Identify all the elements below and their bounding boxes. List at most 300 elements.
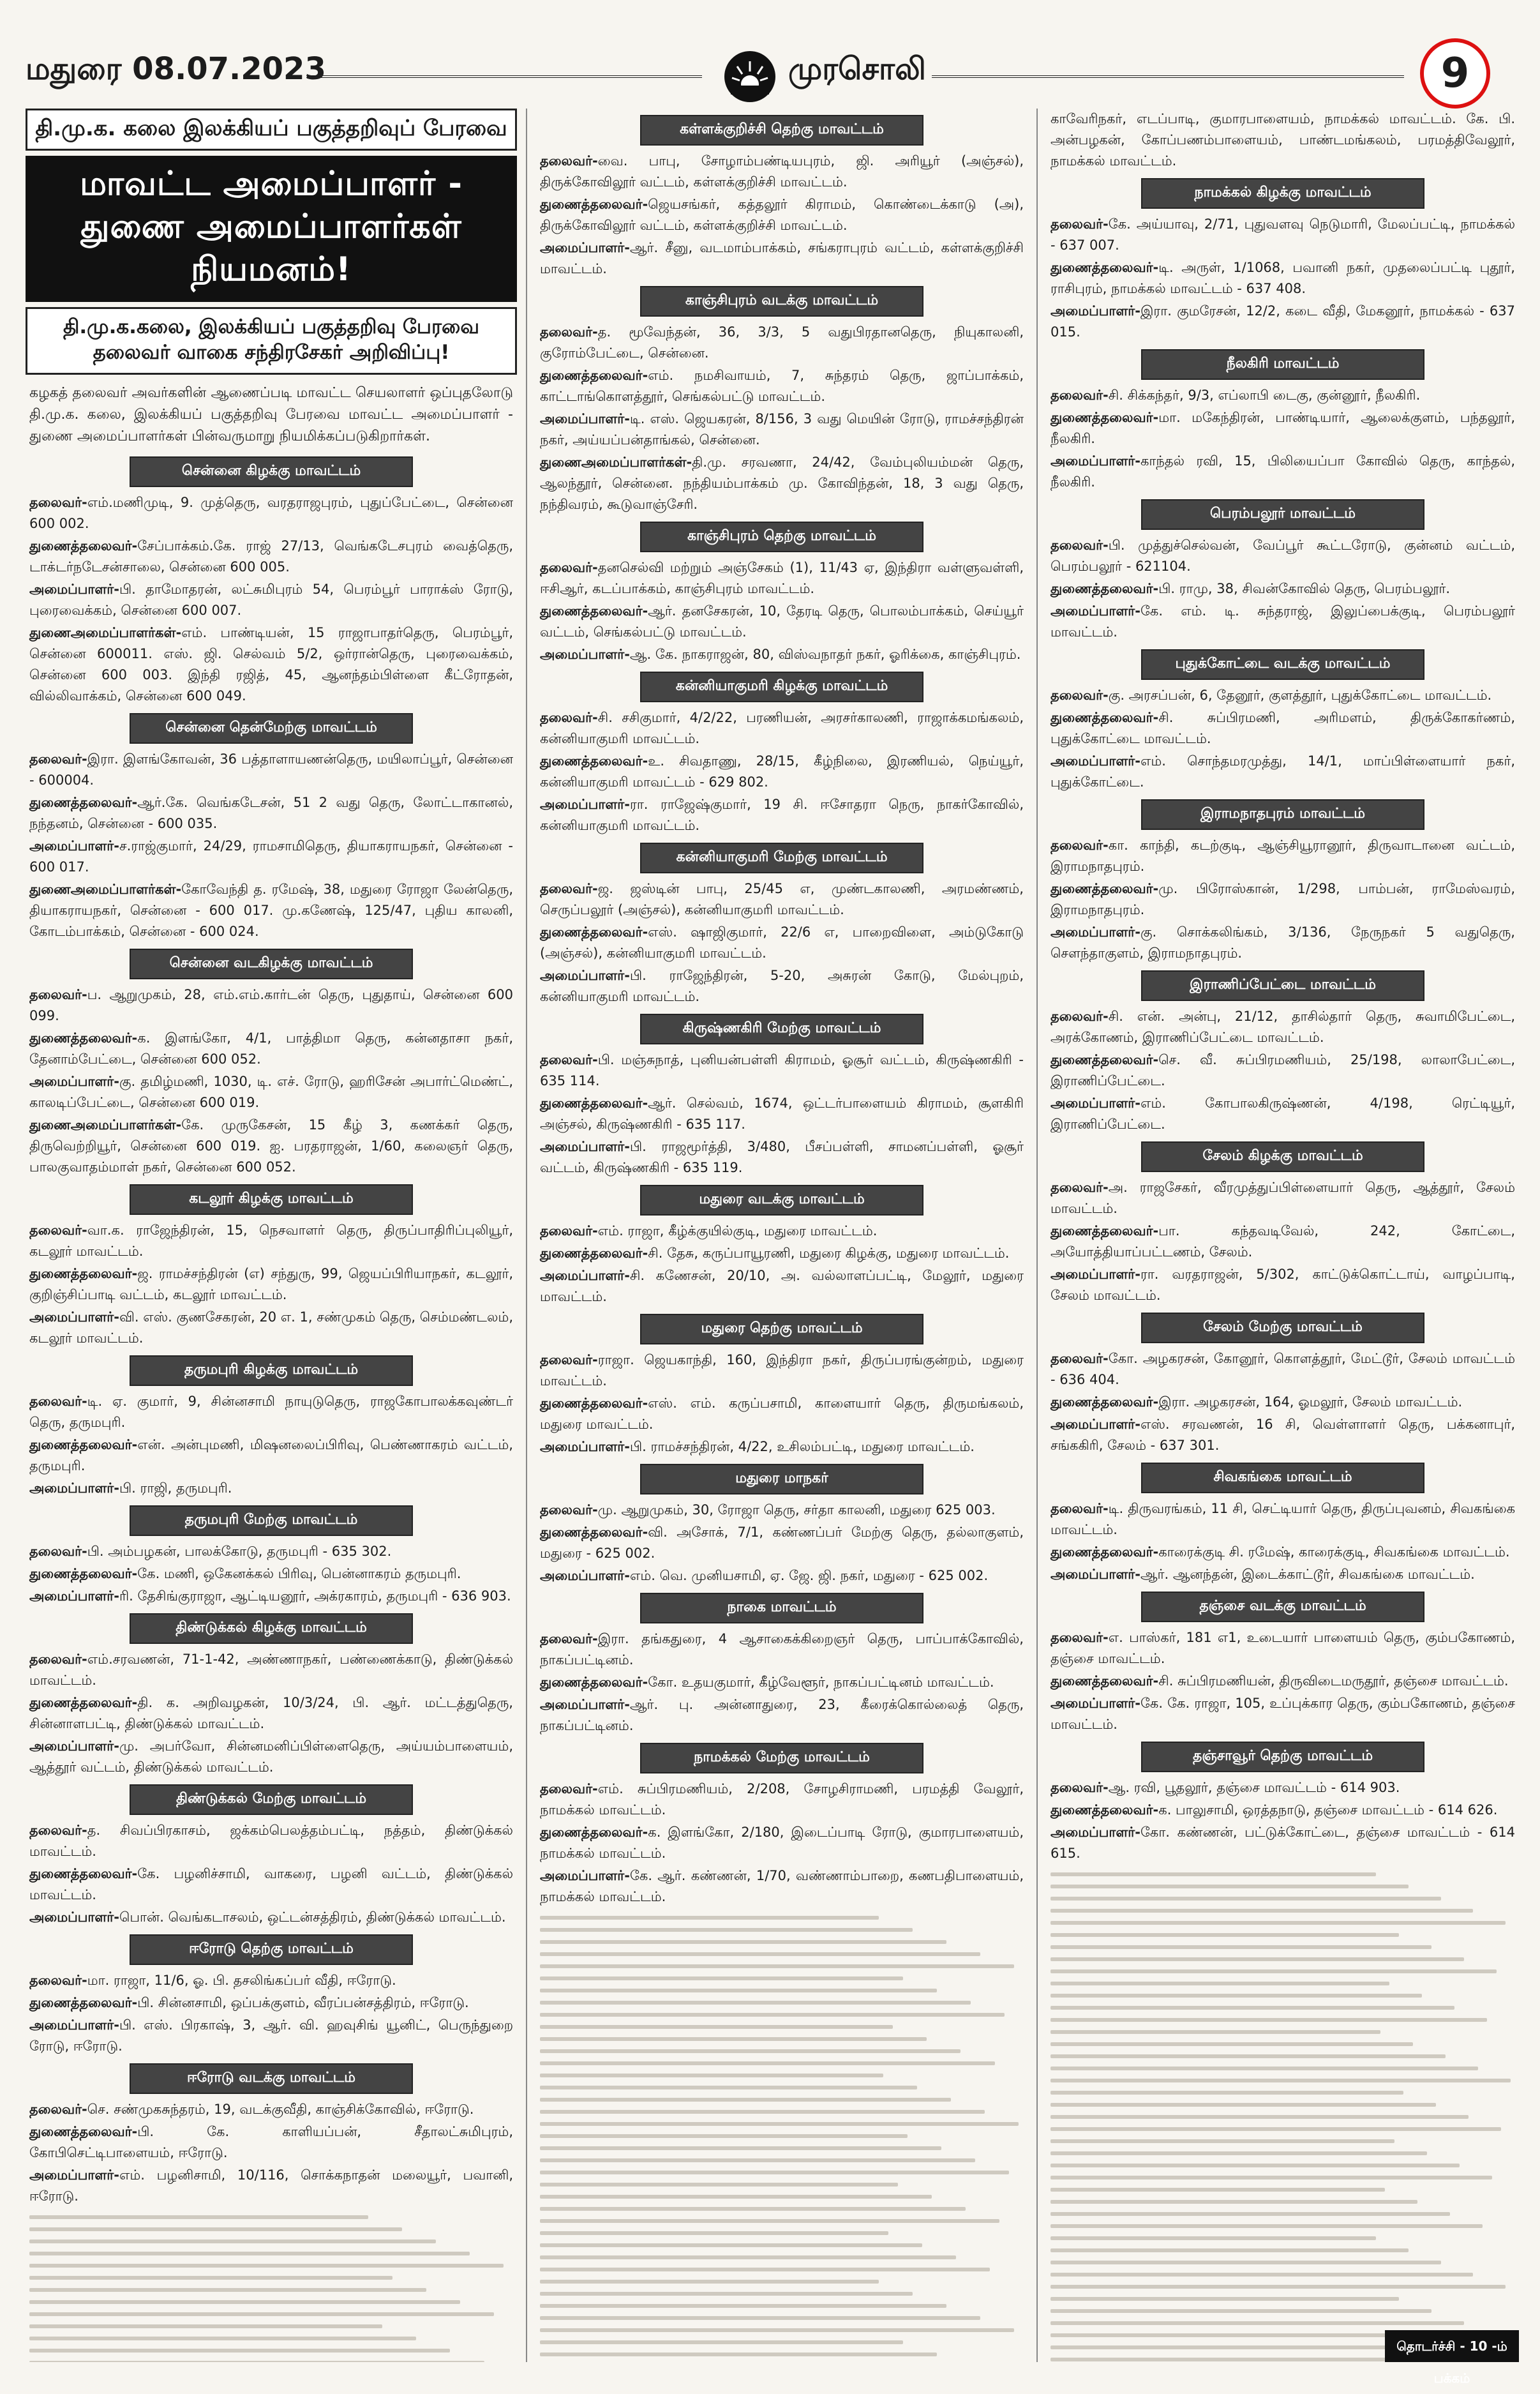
appointee-details: ஜ. ஜஸ்டின் பாபு, 25/45 எ, முண்டகாலணி, அரமண்ணம், செருப்பலூர் (அஞ்சல்), கன்னியாகுமரி மாவட்டம்.: [540, 881, 1024, 917]
role-label: அமைப்பாளர்-: [540, 1268, 630, 1283]
appointee-details: ரா. ராஜேஷ்குமார், 19 சி. ஈசோதரா நெரு, நாகர்கோவில், கன்னியாகுமரி மாவட்டம்.: [540, 797, 1024, 833]
appointee-details: எம். நமசிவாயம், 7, சுந்தரம் தெரு, ஜாப்பாக்கம், காட்டாங்கொளத்தூர், செங்கல்பட்டு மாவட்டம்.: [540, 368, 1024, 404]
role-label: துணைத்தலைவர்-: [1050, 881, 1159, 896]
appointee-entry: [1050, 751, 1515, 793]
appointee-entry: [540, 1136, 1024, 1178]
district-heading: நாமக்கல் கிழக்கு மாவட்டம்: [1141, 178, 1424, 209]
text-filler: [1050, 1872, 1515, 2362]
appointee-entry: [540, 1393, 1024, 1435]
role-label: தலைவர்-: [1050, 388, 1109, 403]
role-label: அமைப்பாளர்-: [29, 838, 119, 854]
district-heading: சிவகங்கை மாவட்டம்: [1141, 1463, 1424, 1493]
appointee-entry: [29, 2099, 513, 2120]
role-label: தலைவர்-: [1050, 1351, 1109, 1366]
appointee-entry: [540, 1565, 1024, 1586]
appointee-entry: [1050, 1777, 1515, 1798]
masthead-rule-right: [932, 75, 1404, 78]
district-heading: இராணிப்பேட்டை மாவட்டம்: [1141, 970, 1424, 1001]
appointee-details: டி. அருள், 1/1068, பவானி நகர், முதலைப்பட்டி புதூர், ராசிபுரம், நாமக்கல் மாவட்டம் - 637 408.: [1050, 260, 1515, 296]
role-label: துணைத்தலைவர்-: [29, 1695, 138, 1710]
appointee-details: காந்தல் ரவி, 15, பிலியைப்பா கோவில் தெரு, காந்தல், நீலகிரி.: [1050, 453, 1515, 490]
role-label: தலைவர்-: [29, 1394, 87, 1409]
appointee-details: ஆர். சீனு, வடமாம்பாக்கம், சங்கராபுரம் வட்டம், கள்ளக்குறிச்சி மாவட்டம்.: [540, 240, 1024, 276]
role-label: துணைத்தலைவர்-: [1050, 1052, 1159, 1067]
appointee-details: சி. சிக்கந்தர், 9/3, எப்லாபி டைகு, குன்னூர், நீலகிரி.: [1108, 388, 1421, 403]
district-heading: நாமக்கல் மேற்கு மாவட்டம்: [640, 1743, 923, 1773]
column-1: [26, 109, 517, 2362]
appointee-entry: [1050, 707, 1515, 749]
text-filler: [29, 2215, 513, 2362]
district-heading: மதுரை தெற்கு மாவட்டம்: [640, 1314, 923, 1344]
appointee-details: க. இளங்கோ, 2/180, இடைப்பாடி ரோடு, குமாரபாளையம், நாமக்கல் மாவட்டம்.: [540, 1825, 1024, 1861]
appointee-details: த. சிவப்பிரகாசம், ஜக்கம்பெலத்தம்பட்டி, நத்தம், திண்டுக்கல் மாவட்டம்.: [29, 1823, 513, 1859]
appointee-details: பி. சின்னசாமி, ஒப்பக்குளம், வீரப்பன்சத்திரம், ஈரோடு.: [137, 1995, 469, 2010]
appointee-details: பி. முத்துச்செல்வன், வேப்பூர் கூட்டரோடு, குன்னம் வட்டம், பெரம்பலூர் - 621104.: [1050, 538, 1515, 574]
appointee-entry: [29, 536, 513, 578]
appointee-entry: [29, 984, 513, 1027]
role-label: தலைவர்-: [29, 1973, 87, 1988]
role-label: துணைத்தலைவர்-: [1050, 1394, 1159, 1410]
appointee-details: வி. எஸ். குணசேகரன், 20 எ. 1, சண்முகம் தெரு, செம்மண்டலம், கடலூர் மாவட்டம்.: [29, 1309, 513, 1346]
role-label: துணைத்தலைவர்-: [1050, 410, 1159, 425]
appointee-entry: [540, 1629, 1024, 1671]
role-label: துணைத்தலைவர்-: [540, 753, 648, 769]
district-heading: நாகை மாவட்டம்: [640, 1593, 923, 1623]
appointee-entry: [540, 557, 1024, 599]
appointee-entry: [29, 1820, 513, 1862]
role-label: அமைப்பாளர்-: [1050, 303, 1140, 319]
role-label: அமைப்பாளர்-: [540, 968, 630, 983]
appointee-details: பி. ராமச்சந்திரன், 4/22, உசிலம்பட்டி, மதுரை மாவட்டம்.: [629, 1439, 975, 1454]
role-label: அமைப்பாளர்-: [1050, 603, 1140, 619]
appointee-details: எம். ராஜா, கீழ்க்குயில்குடி, மதுரை மாவட்டம்.: [597, 1223, 878, 1238]
appointee-details: ஆர். பு. அன்னாதுரை, 23, கீரைக்கொல்லைத் தெரு, நாகப்பட்டினம்.: [540, 1697, 1024, 1733]
role-label: தலைவர்-: [1050, 688, 1109, 703]
appointee-details: கே. மணி, ஒகேனக்கல் பிரிவு, பென்னாகரம் தருமபுரி.: [137, 1566, 461, 1581]
role-label: துணைஅமைப்பாளர்கள்-: [540, 455, 692, 470]
appointee-details: ஆர். ஆனந்தன், இடைக்காட்டூர், சிவகங்கை மாவட்டம்.: [1140, 1567, 1475, 1582]
appointee-details: ஜெயசங்கர், கத்தலூர் கிராமம், கொண்டைக்காடு (அ), திருக்கோவிலூர் வட்டம், கள்ளக்குறிச்சி மாவட்டம்.: [540, 197, 1024, 233]
appointee-entry: [1050, 1498, 1515, 1540]
appointee-entry: [540, 365, 1024, 407]
role-label: துணைத்தலைவர்-: [540, 924, 648, 940]
role-label: அமைப்பாளர்-: [540, 1439, 630, 1454]
appointee-details: எம்.சரவணன், 71-1-42, அண்ணாநகர், பண்ணைக்காடு, திண்டுக்கல் மாவட்டம்.: [29, 1652, 513, 1688]
appointee-details: கே. கே. ராஜா, 105, உப்புக்கார தெரு, கும்பகோணம், தஞ்சை மாவட்டம்.: [1050, 1696, 1515, 1732]
appointee-details: பி. ராமு, 38, சிவன்கோவில் தெரு, பெரம்பலூர்.: [1158, 581, 1451, 596]
role-label: தலைவர்-: [29, 987, 87, 1002]
appointee-entry: [540, 922, 1024, 964]
district-heading: கன்னியாகுமரி மேற்கு மாவட்டம்: [640, 843, 923, 873]
district-heading: பெரம்பலூர் மாவட்டம்: [1141, 499, 1424, 530]
role-label: துணைத்தலைவர்-: [1050, 1544, 1159, 1560]
appointee-details: பி. மஞ்சுநாத், புனியன்பள்ளி கிராமம், ஓசூர் வட்டம், கிருஷ்ணகிரி - 635 114.: [540, 1052, 1024, 1088]
appointee-entry: [1050, 214, 1515, 256]
role-label: தலைவர்-: [540, 1631, 598, 1646]
role-label: அமைப்பாளர்-: [1050, 1095, 1140, 1111]
appointee-entry: [29, 2165, 513, 2207]
appointee-entry: [29, 792, 513, 834]
appointee-details: இரா. அழகரசன், 164, ஓமலூர், சேலம் மாவட்டம்.: [1158, 1394, 1463, 1410]
appointee-entry: [29, 2121, 513, 2164]
appointee-entry: [1050, 1348, 1515, 1390]
district-heading: திண்டுக்கல் கிழக்கு மாவட்டம்: [130, 1613, 413, 1644]
column-3: [1047, 109, 1519, 2362]
appointee-details: காவேரிநகர், எடப்பாடி, குமாரபாளையம், நாமக்கல் மாவட்டம். கே. பி. அன்பழகன், கோப்பணம்பாளையம், பாண்டமங்கலம், பரமத்திவேலூர், நாமக்கல் மாவட்டம்.: [1050, 111, 1515, 169]
appointee-entry: [29, 1263, 513, 1306]
district-list: [26, 456, 517, 2362]
district-heading: கள்ளக்குறிச்சி தெற்கு மாவட்டம்: [640, 115, 923, 146]
appointee-entry: [1050, 835, 1515, 877]
appointee-details: கோவேந்தி த. ரமேஷ், 38, மதுரை ரோஜா லேன்தெரு, தியாகராயநகர், சென்னை - 600 017. மு.கணேஷ், 125/47, புதிய காலனி, கோடம்பாக்கம், சென்னை - 600 024.: [29, 882, 513, 939]
role-label: தலைவர்-: [1050, 216, 1109, 232]
continued-on-page-10: தொடர்ச்சி - 10 -ம் பக்கம்: [1385, 2330, 1519, 2362]
appointee-details: சி. கணேசன், 20/10, அ. வல்லாளப்பட்டி, மேலூர், மதுரை மாவட்டம்.: [540, 1268, 1024, 1304]
role-label: துணைஅமைப்பாளர்கள்-: [29, 1117, 182, 1133]
appointee-entry: [29, 836, 513, 878]
district-heading: காஞ்சிபுரம் வடக்கு மாவட்டம்: [640, 286, 923, 317]
appointee-entry: [540, 1672, 1024, 1693]
role-label: தலைவர்-: [540, 560, 598, 575]
appointee-entry: [1050, 1671, 1515, 1692]
text-filler: [540, 1916, 1024, 2362]
role-label: அமைப்பாளர்-: [540, 1697, 630, 1712]
district-heading: மதுரை வடக்கு மாவட்டம்: [640, 1185, 923, 1216]
appointee-entry: [1050, 578, 1515, 599]
appointee-details: காரைக்குடி சி. ரமேஷ், காரைக்குடி, சிவகங்கை மாவட்டம்.: [1158, 1544, 1510, 1560]
appointee-details: க. இளங்கோ, 4/1, பாத்திமா தெரு, கன்னதாசா நகர், தேனாம்பேட்டை, சென்னை 600 052.: [29, 1030, 513, 1067]
appointee-details: கோ. அழகரசன், கோனூர், கொளத்தூர், மேட்டூர், சேலம் மாவட்டம் - 636 404.: [1050, 1351, 1515, 1387]
role-label: துணைத்தலைவர்-: [29, 1995, 138, 2010]
role-label: அமைப்பாளர்-: [1050, 1267, 1140, 1282]
appointee-entry: [1050, 1177, 1515, 1219]
masthead-rule-left: [306, 75, 702, 78]
role-label: அமைப்பாளர்-: [29, 2167, 119, 2183]
appointee-details: இரா. தங்கதுரை, 4 ஆசாகைக்கிறைஞர் தெரு, பாப்பாக்கோவில், நாகப்பட்டினம்.: [540, 1631, 1024, 1668]
appointee-details: சேப்பாக்கம்.கே. ராஜ் 27/13, வெங்கடேசபுரம் வைத்தெரு, டாக்டர்நடேசன்சாலை, சென்னை 600 005.: [29, 538, 513, 575]
appointee-details: எம்.மணிமுடி, 9. முத்தெரு, வரதராஜபுரம், புதுப்பேட்டை, சென்னை 600 002.: [29, 495, 513, 531]
district-heading: தருமபுரி கிழக்கு மாவட்டம்: [130, 1355, 413, 1386]
appointee-entry: [29, 1391, 513, 1433]
district-heading: சென்னை வடகிழக்கு மாவட்டம்: [130, 949, 413, 979]
role-label: அமைப்பாளர்-: [1050, 1825, 1140, 1840]
appointee-details: அ. ராஜசேகர், வீரமுத்துப்பிள்ளையார் தெரு, ஆத்தூர், சேலம் மாவட்டம்.: [1050, 1180, 1515, 1216]
appointee-details: கா. காந்தி, கடற்குடி, ஆஞ்சியூரானூர், திருவாடானை வட்டம், இராமநாதபுரம்.: [1050, 838, 1515, 874]
appointee-details: த. மூவேந்தன், 36, 3/3, 5 வதுபிரதானதெரு, நியுகாலனி, குரோம்பேட்டை, சென்னை.: [540, 324, 1024, 361]
appointee-details: எம். வெ. முனியசாமி, ஏ. ஜே. ஜி. நகர், மதுரை - 625 002.: [629, 1568, 989, 1583]
role-label: அமைப்பாளர்-: [1050, 753, 1140, 769]
appointee-details: பி. ராஜி, தருமபுரி.: [119, 1480, 232, 1496]
role-label: அமைப்பாளர்-: [29, 1480, 119, 1496]
district-heading: புதுக்கோட்டை வடக்கு மாவட்டம்: [1141, 649, 1424, 680]
appointee-details: எஸ். ஷாஜிகுமார், 22/6 எ, பாறைவிளை, அம்டுகோடு (அஞ்சல்), கன்னியாகுமரி மாவட்டம்.: [540, 924, 1024, 961]
appointee-entry: [29, 1434, 513, 1477]
appointee-entry: [29, 1586, 513, 1607]
district-heading: கிருஷ்ணகிரி மேற்கு மாவட்டம்: [640, 1014, 923, 1044]
role-label: அமைப்பாளர்-: [540, 647, 630, 662]
district-heading: இராமநாதபுரம் மாவட்டம்: [1141, 799, 1424, 830]
appointee-entry: [540, 1265, 1024, 1307]
district-heading: சேலம் மேற்கு மாவட்டம்: [1141, 1313, 1424, 1343]
appointee-entry: [29, 749, 513, 791]
role-label: அமைப்பாளர்-: [29, 2017, 119, 2033]
role-label: தலைவர்-: [29, 2102, 87, 2117]
appointee-details: பி. ராஜேந்திரன், 5-20, அசுரன் கோடு, மேல்புறம், கன்னியாகுமரி மாவட்டம்.: [540, 968, 1024, 1004]
appointee-details: பி. அம்பழகன், பாலக்கோடு, தருமபுரி - 635 302.: [87, 1544, 392, 1559]
appointee-entry: [1050, 407, 1515, 449]
appointee-entry: [1050, 1627, 1515, 1669]
appointee-entry: [1050, 1800, 1515, 1821]
appointee-entry: [540, 1093, 1024, 1135]
role-label: தலைவர்-: [1050, 838, 1109, 853]
appointee-entry: [29, 1563, 513, 1585]
appointee-details: மு. ஆறுமுகம், 30, ரோஜா தெரு, சர்தா காலனி, மதுரை 625 003.: [597, 1502, 996, 1517]
appointee-details: பா. கந்தவடிவேல், 242, கோட்டை, அயோத்தியாப்பட்டணம், சேலம்.: [1050, 1223, 1515, 1260]
appointee-entry: [1050, 385, 1515, 406]
appointee-entry: [540, 322, 1024, 364]
appointee-details: தி.மு. சரவணா, 24/42, வேம்புலியம்மன் தெரு, ஆலந்தூர், சென்னை. நந்தியம்பாக்கம் மு. கோவிந்தன், 18, 3 வது தெரு, நந்திவரம், கூடுவாஞ்சேரி.: [540, 455, 1024, 512]
appointee-details: கு. சொக்கலிங்கம், 3/136, நேருநகர் 5 வதுதெரு, சௌந்தாகுளம், இராமநாதபுரம்.: [1050, 924, 1515, 961]
role-label: அமைப்பாளர்-: [29, 1309, 119, 1325]
district-heading: சேலம் கிழக்கு மாவட்டம்: [1141, 1141, 1424, 1172]
article-intro: கழகத் தலைவர் அவர்களின் ஆணைப்படி மாவட்ட செயலாளர் ஒப்புதலோடு தி.மு.க. கலை, இலக்கியப் பகுத்தறிவு பேரவை மாவட்ட அமைப்பாளர் - துணை அமைப்பாளர்கள் பின்வருமாறு நியமிக்கப்படுகிறார்கள்.: [29, 385, 513, 444]
location-date: மதுரை 08.07.2023: [26, 51, 326, 87]
role-label: தலைவர்-: [540, 710, 598, 725]
role-label: தலைவர்-: [29, 1544, 87, 1559]
district-heading: கன்னியாகுமரி கிழக்கு மாவட்டம்: [640, 672, 923, 702]
appointee-entry: [540, 452, 1024, 515]
role-label: துணைத்தலைவர்-: [540, 368, 648, 383]
article-kicker: தி.மு.க. கலை இலக்கியப் பகுத்தறிவுப் பேரவை: [26, 109, 517, 151]
appointee-entry: [1050, 1822, 1515, 1864]
appointee-details: கு. அரசப்பன், 6, தேனூர், குளத்தூர், புதுக்கோட்டை மாவட்டம்.: [1108, 688, 1492, 703]
appointee-details: எம். சுப்பிரமணியம், 2/208, சோழசிராமணி, பரமத்தி வேலூர், நாமக்கல் மாவட்டம்.: [540, 1781, 1024, 1818]
role-label: தலைவர்-: [540, 1223, 598, 1238]
appointee-entry: [1050, 1542, 1515, 1563]
role-label: தலைவர்-: [1050, 1630, 1109, 1645]
appointee-entry: [1050, 922, 1515, 964]
page-number-badge: 9: [1420, 38, 1490, 109]
role-label: துணைத்தலைவர்-: [1050, 1802, 1159, 1818]
appointee-entry: [29, 1028, 513, 1070]
appointee-entry: [1050, 109, 1515, 172]
appointee-details: வா.க. ராஜேந்திரன், 15, நெசவாளர் தெரு, திருப்பாதிரிப்புலியூர், கடலூர் மாவட்டம்.: [29, 1223, 513, 1259]
appointee-entry: [540, 1522, 1024, 1564]
role-label: அமைப்பாளர்-: [1050, 1417, 1140, 1432]
role-label: தலைவர்-: [29, 1652, 87, 1667]
appointee-entry: [29, 622, 513, 707]
article-headline: மாவட்ட அமைப்பாளர் - துணை அமைப்பாளர்கள் நியமனம்!: [26, 156, 517, 302]
district-heading: ஈரோடு தெற்கு மாவட்டம்: [130, 1934, 413, 1965]
appointee-details: மா. ராஜா, 11/6, ஓ. பி. தசலிங்கப்பர் வீதி, ஈரோடு.: [87, 1973, 396, 1988]
appointee-entry: [540, 878, 1024, 921]
rising-sun-icon: [731, 59, 769, 94]
column-divider: [526, 109, 527, 2362]
role-label: துணைத்தலைவர்-: [1050, 1223, 1159, 1238]
appointee-details: கே. எம். டி. சுந்தராஜ், இலுப்பைக்குடி, பெரம்பலூர் மாவட்டம்.: [1050, 603, 1515, 640]
district-heading: ஈரோடு வடக்கு மாவட்டம்: [130, 2063, 413, 2094]
appointee-entry: [540, 1350, 1024, 1392]
role-label: தலைவர்-: [1050, 1780, 1109, 1795]
appointee-details: இரா. குமரேசன், 12/2, கடை வீதி, மேகனூர், நாமக்கல் - 637 015.: [1050, 303, 1515, 340]
role-label: துணைத்தலைவர்-: [29, 1266, 138, 1281]
appointee-details: எம். பழனிசாமி, 10/116, சொக்கநாதன் மலையூர், பவானி, ஈரோடு.: [29, 2167, 513, 2204]
appointee-details: ப. ஆறுமுகம், 28, எம்.எம்.கார்டன் தெரு, புதுதாய், சென்னை 600 099.: [29, 987, 513, 1023]
role-label: துணைத்தலைவர்-: [1050, 260, 1159, 275]
appointee-entry: [540, 965, 1024, 1007]
role-label: அமைப்பாளர்-: [1050, 1696, 1140, 1711]
appointee-details: வி. அசோக், 7/1, கண்ணப்பர் மேற்கு தெரு, தல்லாகுளம், மதுரை - 625 002.: [540, 1524, 1024, 1561]
appointee-entry: [29, 492, 513, 534]
appointee-entry: [540, 1221, 1024, 1242]
appointee-entry: [1050, 1414, 1515, 1456]
appointee-entry: [29, 1736, 513, 1778]
appointee-entry: [540, 1822, 1024, 1864]
district-heading: தஞ்சாவூர் தெற்கு மாவட்டம்: [1141, 1742, 1424, 1772]
appointee-details: க. பாலுசாமி, ஒரத்தநாடு, தஞ்சை மாவட்டம் - 614 626.: [1158, 1802, 1498, 1818]
appointee-entry: [540, 237, 1024, 280]
appointee-details: கே. அய்யாவு, 2/71, புதுவளவு நெடுமாரி, மேலப்பட்டி, நாமக்கல் - 637 007.: [1050, 216, 1515, 253]
appointee-details: எஸ். எம். கருப்பசாமி, காளையார் தெரு, திருமங்கலம், மதுரை மாவட்டம்.: [540, 1396, 1024, 1432]
appointee-entry: [1050, 1221, 1515, 1263]
appointee-entry: [29, 1907, 513, 1928]
column-divider: [1036, 109, 1038, 2362]
article-subhead: தி.மு.க.கலை, இலக்கியப் பகுத்தறிவு பேரவை தலைவர் வாகை சந்திரசேகர் அறிவிப்பு!: [26, 307, 517, 375]
role-label: தலைவர்-: [29, 495, 87, 510]
role-label: துணைத்தலைவர்-: [540, 1396, 648, 1411]
role-label: அமைப்பாளர்-: [29, 1738, 119, 1754]
appointee-entry: [540, 601, 1024, 643]
appointee-entry: [540, 794, 1024, 836]
appointee-entry: [29, 1478, 513, 1499]
appointee-details: எஸ். சரவணன், 16 சி, வெள்ளாளர் தெரு, பக்கனாபுர், சங்ககிரி, சேலம் - 637 301.: [1050, 1417, 1515, 1453]
column-2: [536, 109, 1028, 2362]
district-list: [1047, 109, 1519, 2362]
appointee-entry: [540, 1050, 1024, 1092]
role-label: துணைத்தலைவர்-: [29, 795, 138, 810]
appointee-entry: [29, 1115, 513, 1178]
appointee-details: ஆர். செல்வம், 1674, ஒட்டர்பாளையம் கிராமம், சூளகிரி அஞ்சல், கிருஷ்ணகிரி - 635 117.: [540, 1095, 1024, 1132]
appointee-details: மா. மகேந்திரன், பாண்டியார், ஆலைக்குளம், பந்தலூர், நீலகிரி.: [1050, 410, 1515, 446]
role-label: அமைப்பாளர்-: [1050, 924, 1140, 940]
rising-sun-logo-icon: [724, 51, 775, 102]
appointee-details: தி. க. அறிவழகன், 10/3/24, பி. ஆர். மட்டத்துதெரு, சின்னாளபட்டி, திண்டுக்கல் மாவட்டம்.: [29, 1695, 513, 1731]
appointee-entry: [540, 1436, 1024, 1457]
appointee-details: ரா. வரதராஜன், 5/302, காட்டுக்கொட்டாய், வாழப்பாடி, சேலம் மாவட்டம்.: [1050, 1267, 1515, 1303]
appointee-details: செ. வீ. சுப்பிரமணியம், 25/198, லாலாபேட்டை, இராணிப்பேட்டை.: [1050, 1052, 1515, 1088]
district-heading: தஞ்சை வடக்கு மாவட்டம்: [1141, 1592, 1424, 1622]
appointee-details: எம். சொந்தமரமுத்து, 14/1, மாப்பிள்ளையார் நகர், புதுக்கோட்டை.: [1050, 753, 1515, 790]
appointee-details: ஜ. ராமச்சந்திரன் (எ) சந்துரு, 99, ஜெயப்பிரியாநகர், கடலூர், குறிஞ்சிப்பாடி வட்டம், கடலூர் மாவட்டம்.: [29, 1266, 513, 1302]
role-label: துணைத்தலைவர்-: [540, 197, 648, 212]
role-label: துணைத்தலைவர்-: [540, 1095, 648, 1111]
role-label: தலைவர்-: [29, 1223, 87, 1238]
appointee-entry: [29, 1307, 513, 1349]
appointee-entry: [1050, 685, 1515, 706]
role-label: துணைத்தலைவர்-: [1050, 581, 1159, 596]
appointee-details: தனசெல்வி மற்றும் அஞ்சேகம் (1), 11/43 ஏ, இந்திரா வள்ளுவள்ளி, ஈசிஆர், கடப்பாக்கம், காஞ்சிபுரம் மாவட்டம்.: [540, 560, 1024, 596]
appointee-entry: [29, 1970, 513, 1991]
role-label: அமைப்பாளர்-: [540, 797, 630, 812]
district-heading: மதுரை மாநகர்: [640, 1464, 923, 1494]
appointee-details: வை. பாபு, சோழாம்பண்டியபுரம், ஜி. அரியூர் (அஞ்சல்), திருக்கோவிலூர் வட்டம், கள்ளக்குறிச்சி மாவட்டம்.: [540, 153, 1024, 190]
appointee-entry: [540, 151, 1024, 193]
appointee-details: ஆர். தனசேகரன், 10, தேரடி தெரு, பொலம்பாக்கம், செய்யூர் வட்டம், செங்கல்பட்டு மாவட்டம்.: [540, 603, 1024, 640]
role-label: தலைவர்-: [540, 1781, 598, 1796]
role-label: அமைப்பாளர்-: [1050, 1567, 1140, 1582]
appointee-entry: [1050, 878, 1515, 921]
district-heading: சென்னை தென்மேற்கு மாவட்டம்: [130, 713, 413, 744]
appointee-entry: [29, 579, 513, 621]
appointee-entry: [540, 1865, 1024, 1908]
appointee-details: ரி. தேசிங்குராஜா, ஆட்டியனூர், அக்ரகாரம், தருமபுரி - 636 903.: [119, 1588, 511, 1604]
appointee-entry: [1050, 601, 1515, 643]
role-label: தலைவர்-: [540, 153, 598, 169]
appointee-details: டி. ஏ. குமார், 9, சின்னசாமி நாயுடுதெரு, ராஜகோபாலக்கவுண்டர் தெரு, தருமபுரி.: [29, 1394, 513, 1430]
appointee-details: பி. எஸ். பிரகாஷ், 3, ஆர். வி. ஹவுசிங் யூனிட், பெருந்துறை ரோடு, ஈரோடு.: [29, 2017, 513, 2054]
appointee-entry: [29, 1220, 513, 1262]
appointee-details: கோ. உதயகுமார், கீழ்வேளூர், நாகப்பட்டினம் மாவட்டம்.: [648, 1675, 994, 1690]
appointee-entry: [1050, 1392, 1515, 1413]
appointee-details: எ. பாஸ்கர், 181 எ1, உடையார் பாளையம் தெரு, கும்பகோணம், தஞ்சை மாவட்டம்.: [1050, 1630, 1515, 1666]
role-label: அமைப்பாளர்-: [1050, 453, 1140, 469]
appointee-entry: [540, 194, 1024, 236]
appointee-entry: [29, 1692, 513, 1735]
appointee-entry: [1050, 1050, 1515, 1092]
role-label: துணைத்தலைவர்-: [540, 1524, 648, 1540]
appointee-entry: [1050, 257, 1515, 299]
appointee-details: செ. சண்முகசுந்தரம், 19, வடக்குவீதி, காஞ்சிக்கோவில், ஈரோடு.: [87, 2102, 474, 2117]
role-label: துணைத்தலைவர்-: [29, 538, 138, 553]
appointee-entry: [540, 1500, 1024, 1521]
appointee-entry: [1050, 535, 1515, 577]
appointee-details: ஆ. ரவி, பூதலூர், தஞ்சை மாவட்டம் - 614 903.: [1108, 1780, 1400, 1795]
role-label: தலைவர்-: [1050, 1501, 1109, 1516]
appointee-details: சி. சுப்பிரமணியன், திருவிடைமருதூர், தஞ்சை மாவட்டம்.: [1158, 1673, 1509, 1689]
role-label: அமைப்பாளர்-: [540, 1868, 630, 1883]
appointee-details: ராஜா. ஜெயகாந்தி, 160, இந்திரா நகர், திருப்பரங்குன்றம், மதுரை மாவட்டம்.: [540, 1352, 1024, 1389]
appointee-details: எம். பாண்டியன், 15 ராஜாபாதர்தெரு, பெரம்பூர், சென்னை 600011. எஸ். ஜி. செல்வம் 5/2, ஒர்ரான்தெரு, புரைவைக்கம், சென்னை 600 003. இந்தி ரஜித், 45, ஆனந்தம்பிள்ளை கீட்ரோதன், வில்லிவாக்கம், சென்னை 600 049.: [29, 625, 513, 704]
role-label: தலைவர்-: [1050, 1009, 1109, 1024]
appointee-details: பி. ராஜமூர்த்தி, 3/480, பீசப்பள்ளி, சாமனப்பள்ளி, ஓசூர் வட்டம், கிருஷ்ணகிரி - 635 119.: [540, 1139, 1024, 1175]
role-label: அமைப்பாளர்-: [29, 1074, 119, 1089]
role-label: துணைஅமைப்பாளர்கள்-: [29, 882, 182, 897]
appointee-details: ஆர்.கே. வெங்கடேசன், 51 2 வது தெரு, லோட்டாகானல், நந்தனம், சென்னை - 600 035.: [29, 795, 513, 831]
role-label: தலைவர்-: [29, 1823, 87, 1838]
appointee-details: சி. தேசு, கருப்பாயூரணி, மதுரை கிழக்கு, மதுரை மாவட்டம்.: [648, 1246, 1010, 1261]
role-label: அமைப்பாளர்-: [540, 1139, 630, 1154]
appointee-entry: [1050, 1093, 1515, 1135]
role-label: அமைப்பாளர்-: [540, 1568, 630, 1583]
role-label: தலைவர்-: [540, 1052, 598, 1067]
appointee-entry: [29, 1863, 513, 1906]
appointee-details: மு. பிரோஸ்கான், 1/298, பாம்பன், ராமேஸ்வரம், இராமநாதபுரம்.: [1050, 881, 1515, 917]
district-heading: சென்னை கிழக்கு மாவட்டம்: [130, 456, 413, 487]
appointee-entry: [1050, 301, 1515, 343]
appointee-details: உ. சிவதாணு, 28/15, கீழ்நிலை, இரணியல், நெய்யூர், கன்னியாகுமரி மாவட்டம் - 629 802.: [540, 753, 1024, 790]
role-label: தலைவர்-: [1050, 1180, 1109, 1195]
appointee-details: சி. என். அன்பு, 21/12, தாசில்தார் தெரு, சுவாமிபேட்டை, அரக்கோணம், இராணிப்பேட்டை மாவட்டம்.: [1050, 1009, 1515, 1045]
district-heading: கடலூர் கிழக்கு மாவட்டம்: [130, 1184, 413, 1215]
role-label: துணைத்தலைவர்-: [540, 1825, 648, 1840]
appointee-entry: [1050, 1564, 1515, 1585]
newspaper-name: முரசொலி: [788, 51, 926, 87]
district-heading: தருமபுரி மேற்கு மாவட்டம்: [130, 1505, 413, 1536]
district-heading: திண்டுக்கல் மேற்கு மாவட்டம்: [130, 1784, 413, 1815]
appointee-details: டி. எஸ். ஜெயகரன், 8/156, 3 வது மெயின் ரோடு, ராமச்சந்திரன் நகர், அய்யப்பன்தாங்கல், சென்னை.: [540, 411, 1024, 448]
appointee-entry: [540, 644, 1024, 665]
appointee-entry: [1050, 1693, 1515, 1735]
